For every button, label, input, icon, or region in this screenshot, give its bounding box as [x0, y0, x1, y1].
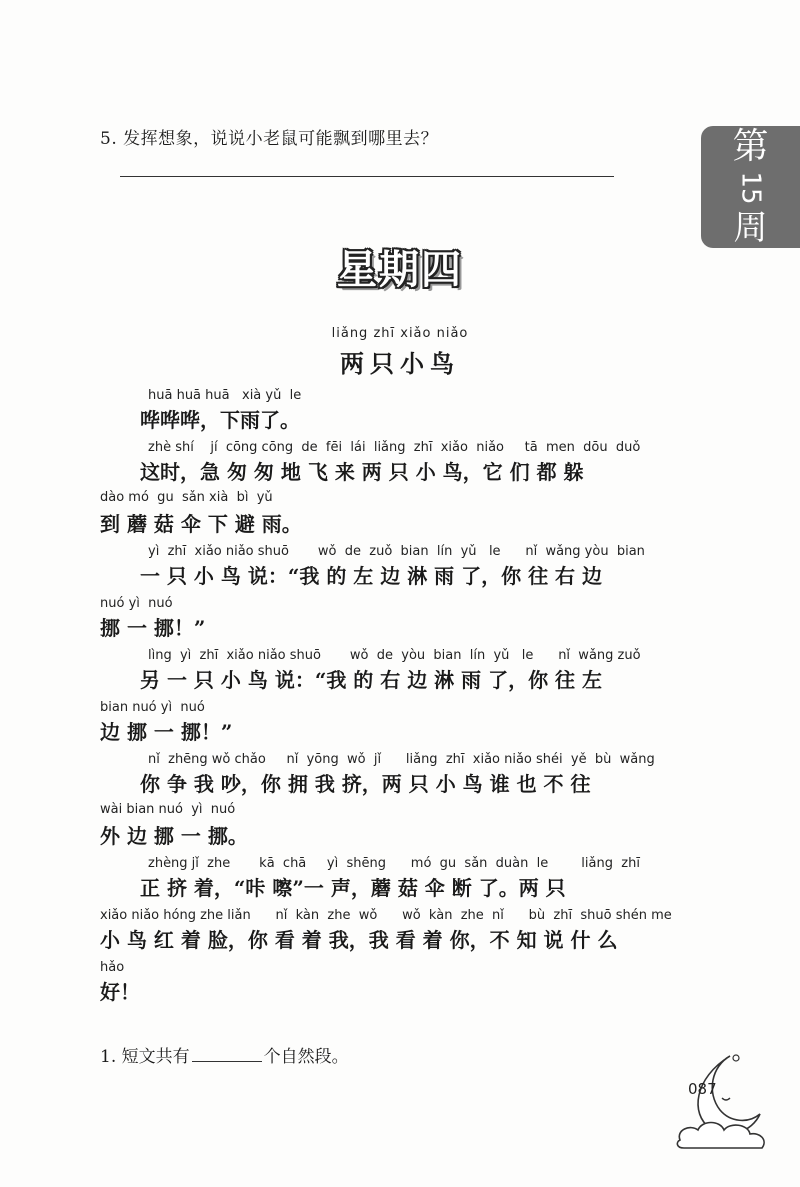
text-line-10: 正 挤 着，“咔 嚓”一 声，蘑 菇 伞 断 了。两 只 [140, 876, 566, 900]
text-line-4: 一 只 小 鸟 说：“我 的 左 边 淋 雨 了，你 往 右 边 [140, 564, 603, 588]
story-title-pinyin: liǎng zhī xiǎo niǎo [331, 326, 469, 341]
pinyin-line-2: zhè shí jí cōng cōng de fēi lái liǎng zhī xiǎo niǎo tā men dōu duǒ [148, 440, 641, 455]
text-line-1: 哗哗哗，下雨了。 [140, 408, 300, 432]
pinyin-line-4: yì zhī xiǎo niǎo shuō wǒ de zuǒ bian lín yǔ le nǐ wǎng yòu bian [148, 544, 645, 559]
pinyin-line-10: zhèng jǐ zhe kā chā yì shēng mó gu sǎn duàn le liǎng zhī [148, 856, 640, 871]
text-line-8: 你 争 我 吵，你 拥 我 挤，两 只 小 鸟 谁 也 不 往 [140, 772, 591, 796]
text-line-6: 另 一 只 小 鸟 说：“我 的 右 边 淋 雨 了，你 往 左 [140, 668, 603, 692]
question-1-after: 个自然段。 [263, 1047, 349, 1067]
text-line-12: 好！ [100, 980, 140, 1004]
text-line-2: 这时，急 匆 匆 地 飞 来 两 只 小 鸟，它 们 都 躲 [140, 460, 584, 484]
week-tab [701, 126, 800, 248]
text-line-5: 挪 一 挪！” [100, 616, 206, 640]
pinyin-line-7: bian nuó yì nuó [100, 700, 205, 715]
text-line-9: 外 边 挪 一 挪。 [100, 824, 248, 848]
pinyin-line-3: dào mó gu sǎn xià bì yǔ [100, 490, 273, 505]
pinyin-line-8: nǐ zhēng wǒ chǎo nǐ yōng wǒ jǐ liǎng zhī xiǎo niǎo shéi yě bù wǎng [148, 752, 655, 767]
pinyin-line-9: wài bian nuó yì nuó [100, 802, 236, 817]
page-number: 087 [688, 1080, 717, 1098]
pinyin-line-12: hǎo [100, 960, 125, 975]
pinyin-line-11: xiǎo niǎo hóng zhe liǎn nǐ kàn zhe wǒ wǒ kàn zhe nǐ bù zhī shuō shén me [100, 908, 672, 923]
week-tab-prefix: 第 [732, 126, 769, 167]
text-line-3: 到 蘑 菇 伞 下 避 雨。 [100, 512, 302, 536]
answer-line[interactable] [120, 176, 614, 177]
story-title: 两只小鸟 [340, 349, 460, 378]
pinyin-line-5: nuó yì nuó [100, 596, 173, 611]
question-5: 5. 发挥想象，说说小老鼠可能飘到哪里去？ [100, 129, 439, 149]
pinyin-line-1: huā huā huā xià yǔ le [148, 388, 302, 403]
moon-cloud-icon [672, 1048, 782, 1158]
week-tab-number: 15 [735, 171, 766, 205]
pinyin-line-6: lìng yì zhī xiǎo niǎo shuō wǒ de yòu bian lín yǔ le nǐ wǎng zuǒ [148, 648, 641, 663]
text-line-11: 小 鸟 红 着 脸，你 看 着 我，我 看 着 你，不 知 说 什 么 [100, 928, 618, 952]
week-tab-suffix: 周 [733, 208, 768, 248]
day-title: 星期四 [337, 247, 463, 293]
fill-blank[interactable] [192, 1047, 262, 1062]
question-1-before: 1. 短文共有 [100, 1047, 190, 1067]
text-line-7: 边 挪 一 挪！” [100, 720, 233, 744]
question-1 [100, 1042, 349, 1067]
